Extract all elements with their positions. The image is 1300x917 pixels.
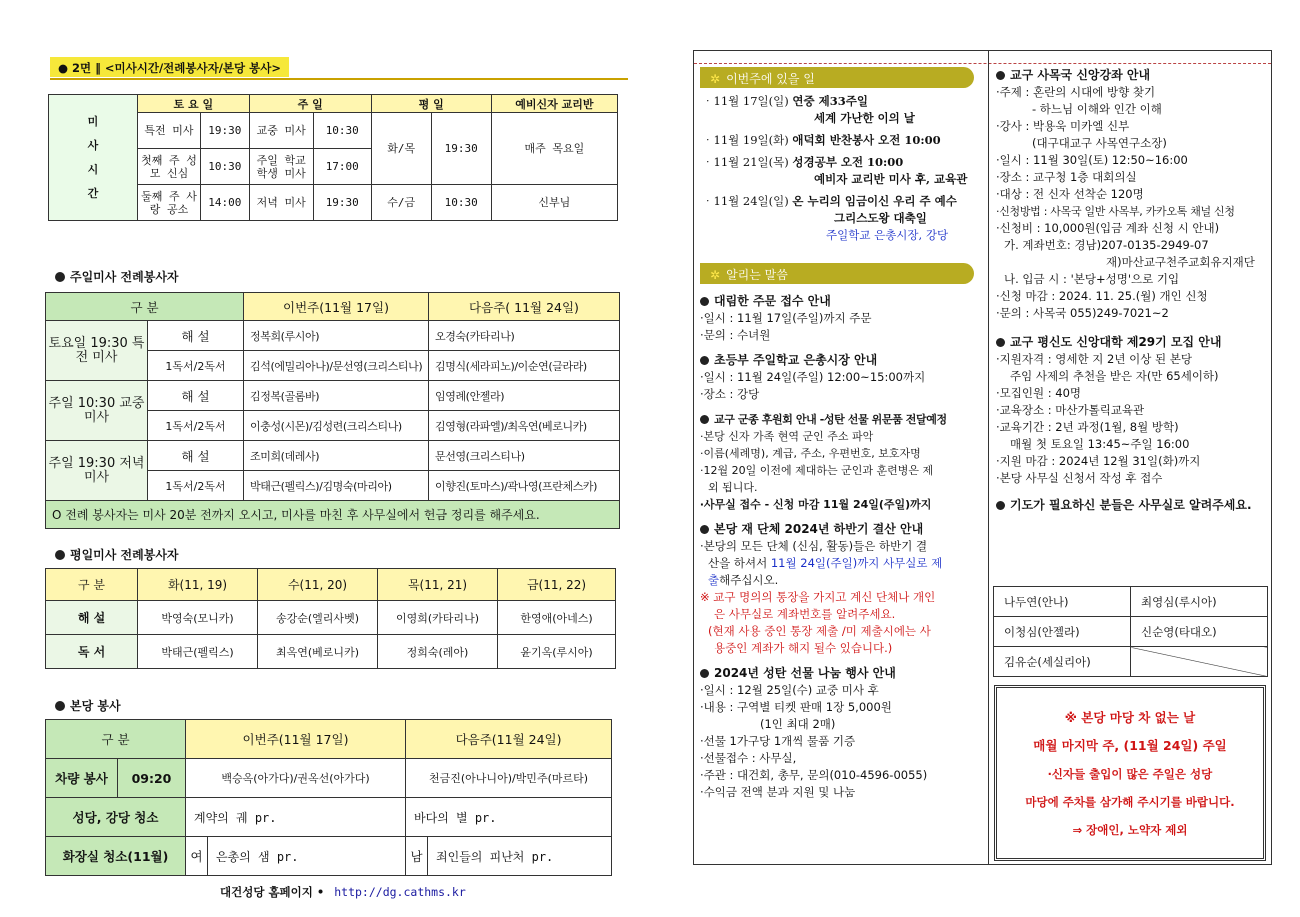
bullet-icon [996,71,1005,80]
settlement-notice-title: 본당 재 단체 2024년 하반기 결산 안내 [700,521,947,538]
server-this-week: 이충성(시몬)/김성련(크리스티나) [244,411,429,441]
col-category: 구 분 [46,720,186,759]
week-events-list: ‧11월 17일(일) 연중 제33주일 세계 가난한 이의 날 ‧11월 19일(화) 애덕회 반찬봉사 오전 10:00 ‧11월 21일(목) 성경공부 오전 10:00 예비자 교리반 미사 후, 교육관 ‧11월 24일(일) 온 누리의 임금이신 우리 주 예수 그리스도왕 대축일 주일학교 은총시장, 강당 [702,94,968,242]
bullet-icon [700,525,709,534]
gift-notice-title: 2024년 성탄 선물 나눔 행사 안내 [700,665,947,682]
week-events-heading: ✲ 이번주에 있을 일 [700,67,974,88]
col-this-week: 이번주(11월 17일) [186,720,406,759]
col-next-week: 다음주(11월 24일) [406,720,612,759]
server-next-week: 오경숙(카타리나) [429,321,620,351]
sun-mass-name: 교중 미사 [249,113,313,149]
sat-mass-group: 토요일 19:30 특전 미사 [46,321,148,381]
church-cleaning-label: 성당, 강당 청소 [46,798,186,837]
advent-notice-title: 대림한 주문 접수 안내 [700,293,947,310]
server-next-week: 임영례(안젤라) [429,381,620,411]
prayer-title: 기도가 필요하신 분들은 사무실로 알려주세요. [996,497,1255,514]
no-car-day-box: ※ 본당 마당 차 없는 날 매월 마지막 주, (11월 24일) 주일 ‧신자들 출입이 많은 주일은 성당 마당에 주차를 삼가해 주시기를 바랍니다. ⇒ 장애인, 노약자 제외 [994,685,1266,861]
sun-mass-time: 19:30 [313,185,371,221]
sex-label: 여 [186,837,208,876]
bullet-icon [55,550,65,560]
event-item: ‧11월 17일(일) 연중 제33주일 [702,94,868,108]
server-cell: 윤기옥(루시아) [498,635,616,669]
bullet-icon [55,701,65,711]
server-cell: 이영희(카타리나) [378,601,498,635]
column-divider [988,51,989,864]
service-this-week: 은총의 샘 pr. [208,837,406,876]
col-saturday: 토 요 일 [137,95,249,113]
homepage-link[interactable]: http://dg.cathms.kr [334,885,466,899]
catechumen-day: 매주 목요일 [491,113,617,185]
sat-mass-name: 첫째 주 성모 신심 [137,149,200,185]
bullet-icon [996,338,1005,347]
event-item: ‧11월 24일(일) 온 누리의 임금이신 우리 주 예수 [702,194,957,208]
server-next-week: 문선영(크리스티나) [429,441,620,471]
event-item: ‧11월 19일(화) 애덕회 반찬봉사 오전 10:00 [702,133,941,147]
sunday-servers-table [45,292,620,529]
sat-mass-name: 둘째 주 사랑 공소 [137,185,200,221]
bullet-icon [700,297,709,306]
main-mass-group: 주일 10:30 교중 미사 [46,381,148,441]
notices-heading: ✲ 알리는 말씀 [700,263,974,284]
role: 1독서/2독서 [148,471,244,501]
sun-mass-time: 17:00 [313,149,371,185]
server-this-week: 정복희(루시아) [244,321,429,351]
weekday-servers-table [45,568,616,669]
server-next-week: 김명식(세라피노)/이순연(글라라) [429,351,620,381]
role-commentator: 해 설 [46,601,138,635]
sun-icon: ✲ [710,72,721,86]
prayer-name: 김유순(세실리아) [994,647,1131,677]
server-next-week: 이향진(토마스)/곽나영(프란체스카) [429,471,620,501]
server-cell: 박영숙(모니카) [138,601,258,635]
event-item: ‧11월 21일(목) 성경공부 오전 10:00 [702,155,904,169]
bullet-icon [700,356,709,365]
school-notice-title: 초등부 주일학교 은총시장 안내 [700,352,947,369]
top-dash-rule [694,63,1271,64]
sun-mass-name: 주일 학교 학생 미사 [249,149,313,185]
sun-mass-time: 10:30 [313,113,371,149]
server-next-week: 김영형(라파엘)/최옥연(베로니카) [429,411,620,441]
server-this-week: 조미희(데레사) [244,441,429,471]
lecture-notice-title: 교구 사목국 신앙강좌 안내 [996,67,1255,84]
vehicle-service-label: 차량 봉사 [46,759,118,798]
vehicle-service-time: 09:20 [118,759,186,798]
col-category: 구 분 [46,293,244,321]
prayer-name: 나두연(안나) [994,587,1131,617]
col-wed: 수(11, 20) [258,569,378,601]
server-cell: 송강순(엘리사벳) [258,601,378,635]
weekday-time: 19:30 [431,113,491,185]
sat-mass-time: 19:30 [201,113,250,149]
evening-mass-group: 주일 19:30 저녁 미사 [46,441,148,501]
sex-label: 남 [406,837,428,876]
server-this-week: 김정복(골롬바) [244,381,429,411]
empty-cell [1131,647,1268,677]
restroom-cleaning-label: 화장실 청소(11월) [46,837,186,876]
server-this-week: 박태근(펠릭스)/김명숙(마리아) [244,471,429,501]
col-catechumen: 예비신자 교리반 [491,95,617,113]
col-next-week: 다음주( 11월 24일) [429,293,620,321]
server-this-week: 김석(에밀리아나)/문선영(크리스티나) [244,351,429,381]
weekday-time: 10:30 [431,185,491,221]
role: 해 설 [148,441,244,471]
bullet-icon [700,669,709,678]
weekday-days: 수/금 [371,185,431,221]
mass-time-label: 미 사 시 간 [49,95,138,221]
footer: 대건성당 홈페이지 • http://dg.cathms.kr [220,885,466,899]
college-notice-title: 교구 평신도 신앙대학 제29기 모집 안내 [996,334,1255,351]
role: 1독서/2독서 [148,351,244,381]
lecture-notice: 교구 사목국 신앙강좌 안내 ‧주제 : 혼란의 시대에 방향 찾기 - 하느님 이해와 인간 이해 ‧강사 : 박용욱 미카엘 신부 (대구대교구 사목연구소장) ‧일시 : 11월 30일(토) 12:50~16:00 ‧장소 : 교구청 1층 대회의실 ‧대상 : 전 신자 선착순 120명 ‧신청방법 : 사목국 일반 사목부, 카카오톡 채널 신청 ‧신청비 : 10,000원(입금 계좌 신청 시 안내) 가. 계좌번호: 경남)207-0135-2949-07 재)마산교구천주교회유지재단 나. 입금 시 : '본당+성명'으로 기입 ‧신청 마감 : 2024. 11. 25.(월) 개인 신청 ‧문의 : 사목국 055)249-7021~2 교구 평신도 신앙대학 제29기 모집 안내 ‧지원자격 : 영세한 지 2년 이상 된 본당 주임 사제의 추천을 받은 자(만 65세이하) ‧모집인원 : 40명 ‧교육장소 : 마산가톨릭교육관 ‧교육기간 : 2년 과정(1월, 8월 방학) 매월 첫 토요일 13:45~주일 16:00 ‧지원 마감 : 2024년 12월 31일(화)까지 ‧본당 사무실 신청서 작성 후 접수 기도가 필요하신 분들은 사무실로 알려주세요. [996,68,1255,512]
notices-list: 대림한 주문 접수 안내 ‧일시 : 11월 17일(주일)까지 주문 ‧문의 : 수녀원 초등부 주일학교 은총시장 안내 ‧일시 : 11월 24일(주일) 12:00~15:00까지 ‧장소 : 강당 교구 군종 후원회 안내 -성탄 선물 위문품 전달예정 ‧본당 신자 가족 현역 군인 주소 파악 ‧이름(세례명), 계급, 주소, 우편번호, 보호자명 ‧12월 20일 이전에 제대하는 군인과 훈련병은 제 외 됩니다. ‧사무실 접수 - 신청 마감 11월 24일(주일)까지 본당 재 단체 2024년 하반기 결산 안내 ‧본당의 모든 단체 (신심, 활동)들은 하반기 결 산을 하셔서 11월 24일(주일)까지 사무실로 제 출해주십시오. ※ 교구 명의의 통장을 가지고 계신 단체나 개인 은 사무실로 계좌번호를 알려주세요. (현재 사용 중인 통장 제출 /미 제출시에는 사 용중인 계좌가 해지 될수 있습니다.) 2024년 성탄 선물 나눔 행사 안내 ‧일시 : 12월 25일(수) 교중 미사 후 ‧내용 : 구역별 티켓 판매 1장 5,000원 (1인 최대 2매) ‧선물 1가구당 1개씩 물품 기증 ‧선물접수 : 사무실, ‧주관 : 대건회, 총무, 문의(010-4596-0055) ‧수익금 전액 분과 지원 및 나눔 [700,294,947,799]
bullet-icon [700,415,709,424]
col-category: 구 분 [46,569,138,601]
prayer-table [993,586,1268,677]
server-cell: 박태근(펠릭스) [138,635,258,669]
sun-icon: ✲ [710,268,721,282]
military-notice-title: 교구 군종 후원회 안내 -성탄 선물 위문품 전달예정 [700,411,947,428]
service-next-week: 죄인들의 피난처 pr. [428,837,612,876]
service-next-week: 바다의 별 pr. [406,798,612,837]
col-thu: 목(11, 21) [378,569,498,601]
server-cell: 한영애(아네스) [498,601,616,635]
sat-mass-time: 14:00 [201,185,250,221]
sunday-servers-title: 주일미사 전례봉사자 [55,268,179,285]
role: 1독서/2독서 [148,411,244,441]
sat-mass-name: 특전 미사 [137,113,200,149]
weekday-servers-title: 평일미사 전례봉사자 [55,546,179,563]
server-cell: 정희숙(레아) [378,635,498,669]
sun-mass-name: 저녁 미사 [249,185,313,221]
mass-schedule-table [48,94,618,221]
role: 해 설 [148,321,244,351]
server-cell: 최옥연(베로니카) [258,635,378,669]
parish-service-title: 본당 봉사 [55,697,121,714]
prayer-name: 신순영(타대오) [1131,617,1268,647]
col-fri: 금(11, 22) [498,569,616,601]
col-tue: 화(11, 19) [138,569,258,601]
role-reader: 독 서 [46,635,138,669]
page-header: ● 2면 ‖ <미사시간/전례봉사자/본당 봉사> [50,57,289,77]
weekday-days: 화/목 [371,113,431,185]
sat-mass-time: 10:30 [201,149,250,185]
prayer-name: 최영심(루시아) [1131,587,1268,617]
service-this-week: 계약의 궤 pr. [186,798,406,837]
catechumen-teacher: 신부님 [491,185,617,221]
service-next-week: 천금진(아나니아)/박민주(마르타) [406,759,612,798]
header-rule [50,78,628,80]
service-this-week: 백승옥(아가다)/권옥선(아가다) [186,759,406,798]
col-weekday: 평 일 [371,95,491,113]
col-sunday: 주 일 [249,95,371,113]
role: 해 설 [148,381,244,411]
parish-service-table [45,719,612,876]
col-this-week: 이번주(11월 17일) [244,293,429,321]
server-note: O 전례 봉사자는 미사 20분 전까지 오시고, 미사를 마친 후 사무실에서 헌금 정리를 해주세요. [46,501,620,529]
bullet-icon [55,272,65,282]
prayer-name: 이청심(안젤라) [994,617,1131,647]
bullet-icon [996,501,1005,510]
